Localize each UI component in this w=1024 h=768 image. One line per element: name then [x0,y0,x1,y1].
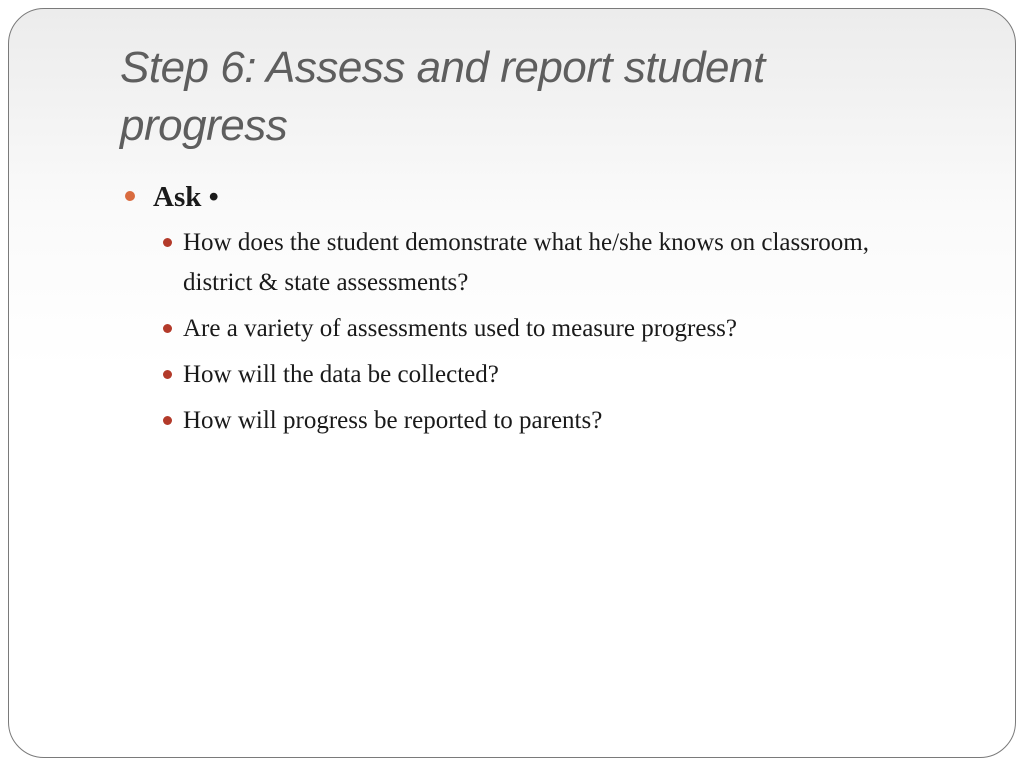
bullet-ask-label: Ask • [153,181,219,213]
bullet-ask [121,177,941,217]
list-item [121,401,941,441]
slide-body [121,177,941,447]
list-item-text: How does the student demonstrate what he/she knows on classroom, district & state assessments? [183,229,869,296]
list-item-text: Are a variety of assessments used to measure progress? [183,315,737,342]
sub-bullet-dot-icon [163,238,172,247]
list-item [121,355,941,395]
list-item [121,309,941,349]
sub-bullet-dot-icon [163,370,172,379]
sub-bullet-dot-icon [163,416,172,425]
slide-title: Step 6: Assess and report student progress [120,43,765,150]
list-item-text: How will the data be collected? [183,361,499,388]
bullet-dot-icon [125,191,135,201]
list-item [121,223,941,303]
sub-bullet-list [121,223,941,441]
sub-bullet-dot-icon [163,324,172,333]
slide [8,8,1016,758]
list-item-text: How will progress be reported to parents? [183,407,603,434]
